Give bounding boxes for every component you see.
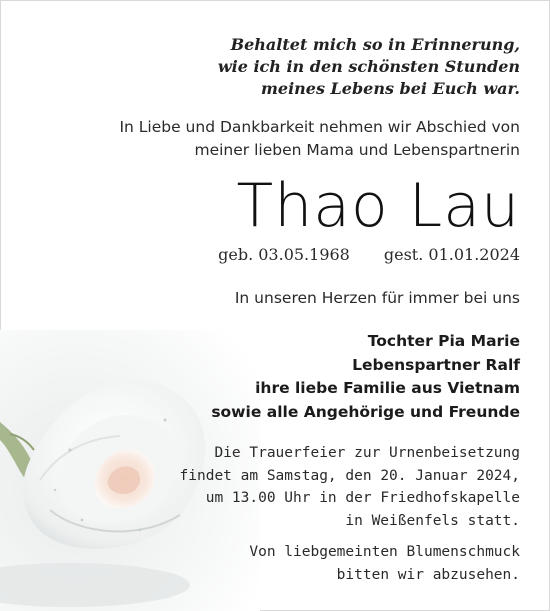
deceased-name: Thao Lau <box>236 171 520 241</box>
intro-line: meiner lieben Mama und Lebenspartnerin <box>194 141 520 159</box>
death-date: gest. 01.01.2024 <box>383 245 520 264</box>
birth-date: geb. 03.05.1968 <box>218 245 350 264</box>
flowers-line: bitten wir abzusehen. <box>336 566 520 583</box>
intro-line: In Liebe und Dankbarkeit nehmen wir Abschied von <box>119 118 520 136</box>
service-line: Die Trauerfeier zur Urnenbeisetzung <box>214 445 520 461</box>
quote-line: Behaltet mich so in Erinnerung, <box>230 35 520 54</box>
quote-line: wie ich in den schönsten Stunden <box>217 57 520 76</box>
mourners-list <box>211 330 520 424</box>
flowers-line: Von liebgemeinten Blumenschmuck <box>249 544 520 560</box>
service-line: um 13.00 Uhr in der Friedhofskapelle <box>205 490 520 506</box>
mourner-entry: sowie alle Angehörige und Freunde <box>211 402 520 421</box>
life-dates <box>218 244 520 266</box>
memorial-quote <box>218 34 520 100</box>
mourner-entry: ihre liebe Familie aus Vietnam <box>255 379 520 397</box>
funeral-service-info <box>180 442 520 532</box>
mourner-entry: Lebenspartner Ralf <box>352 355 520 374</box>
service-line: findet am Samstag, den 20. Januar 2024, <box>179 467 520 484</box>
flowers-request <box>249 541 520 586</box>
quote-line: meines Lebens bei Euch war. <box>260 79 520 98</box>
service-line: in Weißenfels statt. <box>345 512 520 529</box>
remembrance-line: In unseren Herzen für immer bei uns <box>234 289 520 307</box>
farewell-intro <box>119 116 520 162</box>
mourner-entry: Tochter Pia Marie <box>367 332 520 350</box>
